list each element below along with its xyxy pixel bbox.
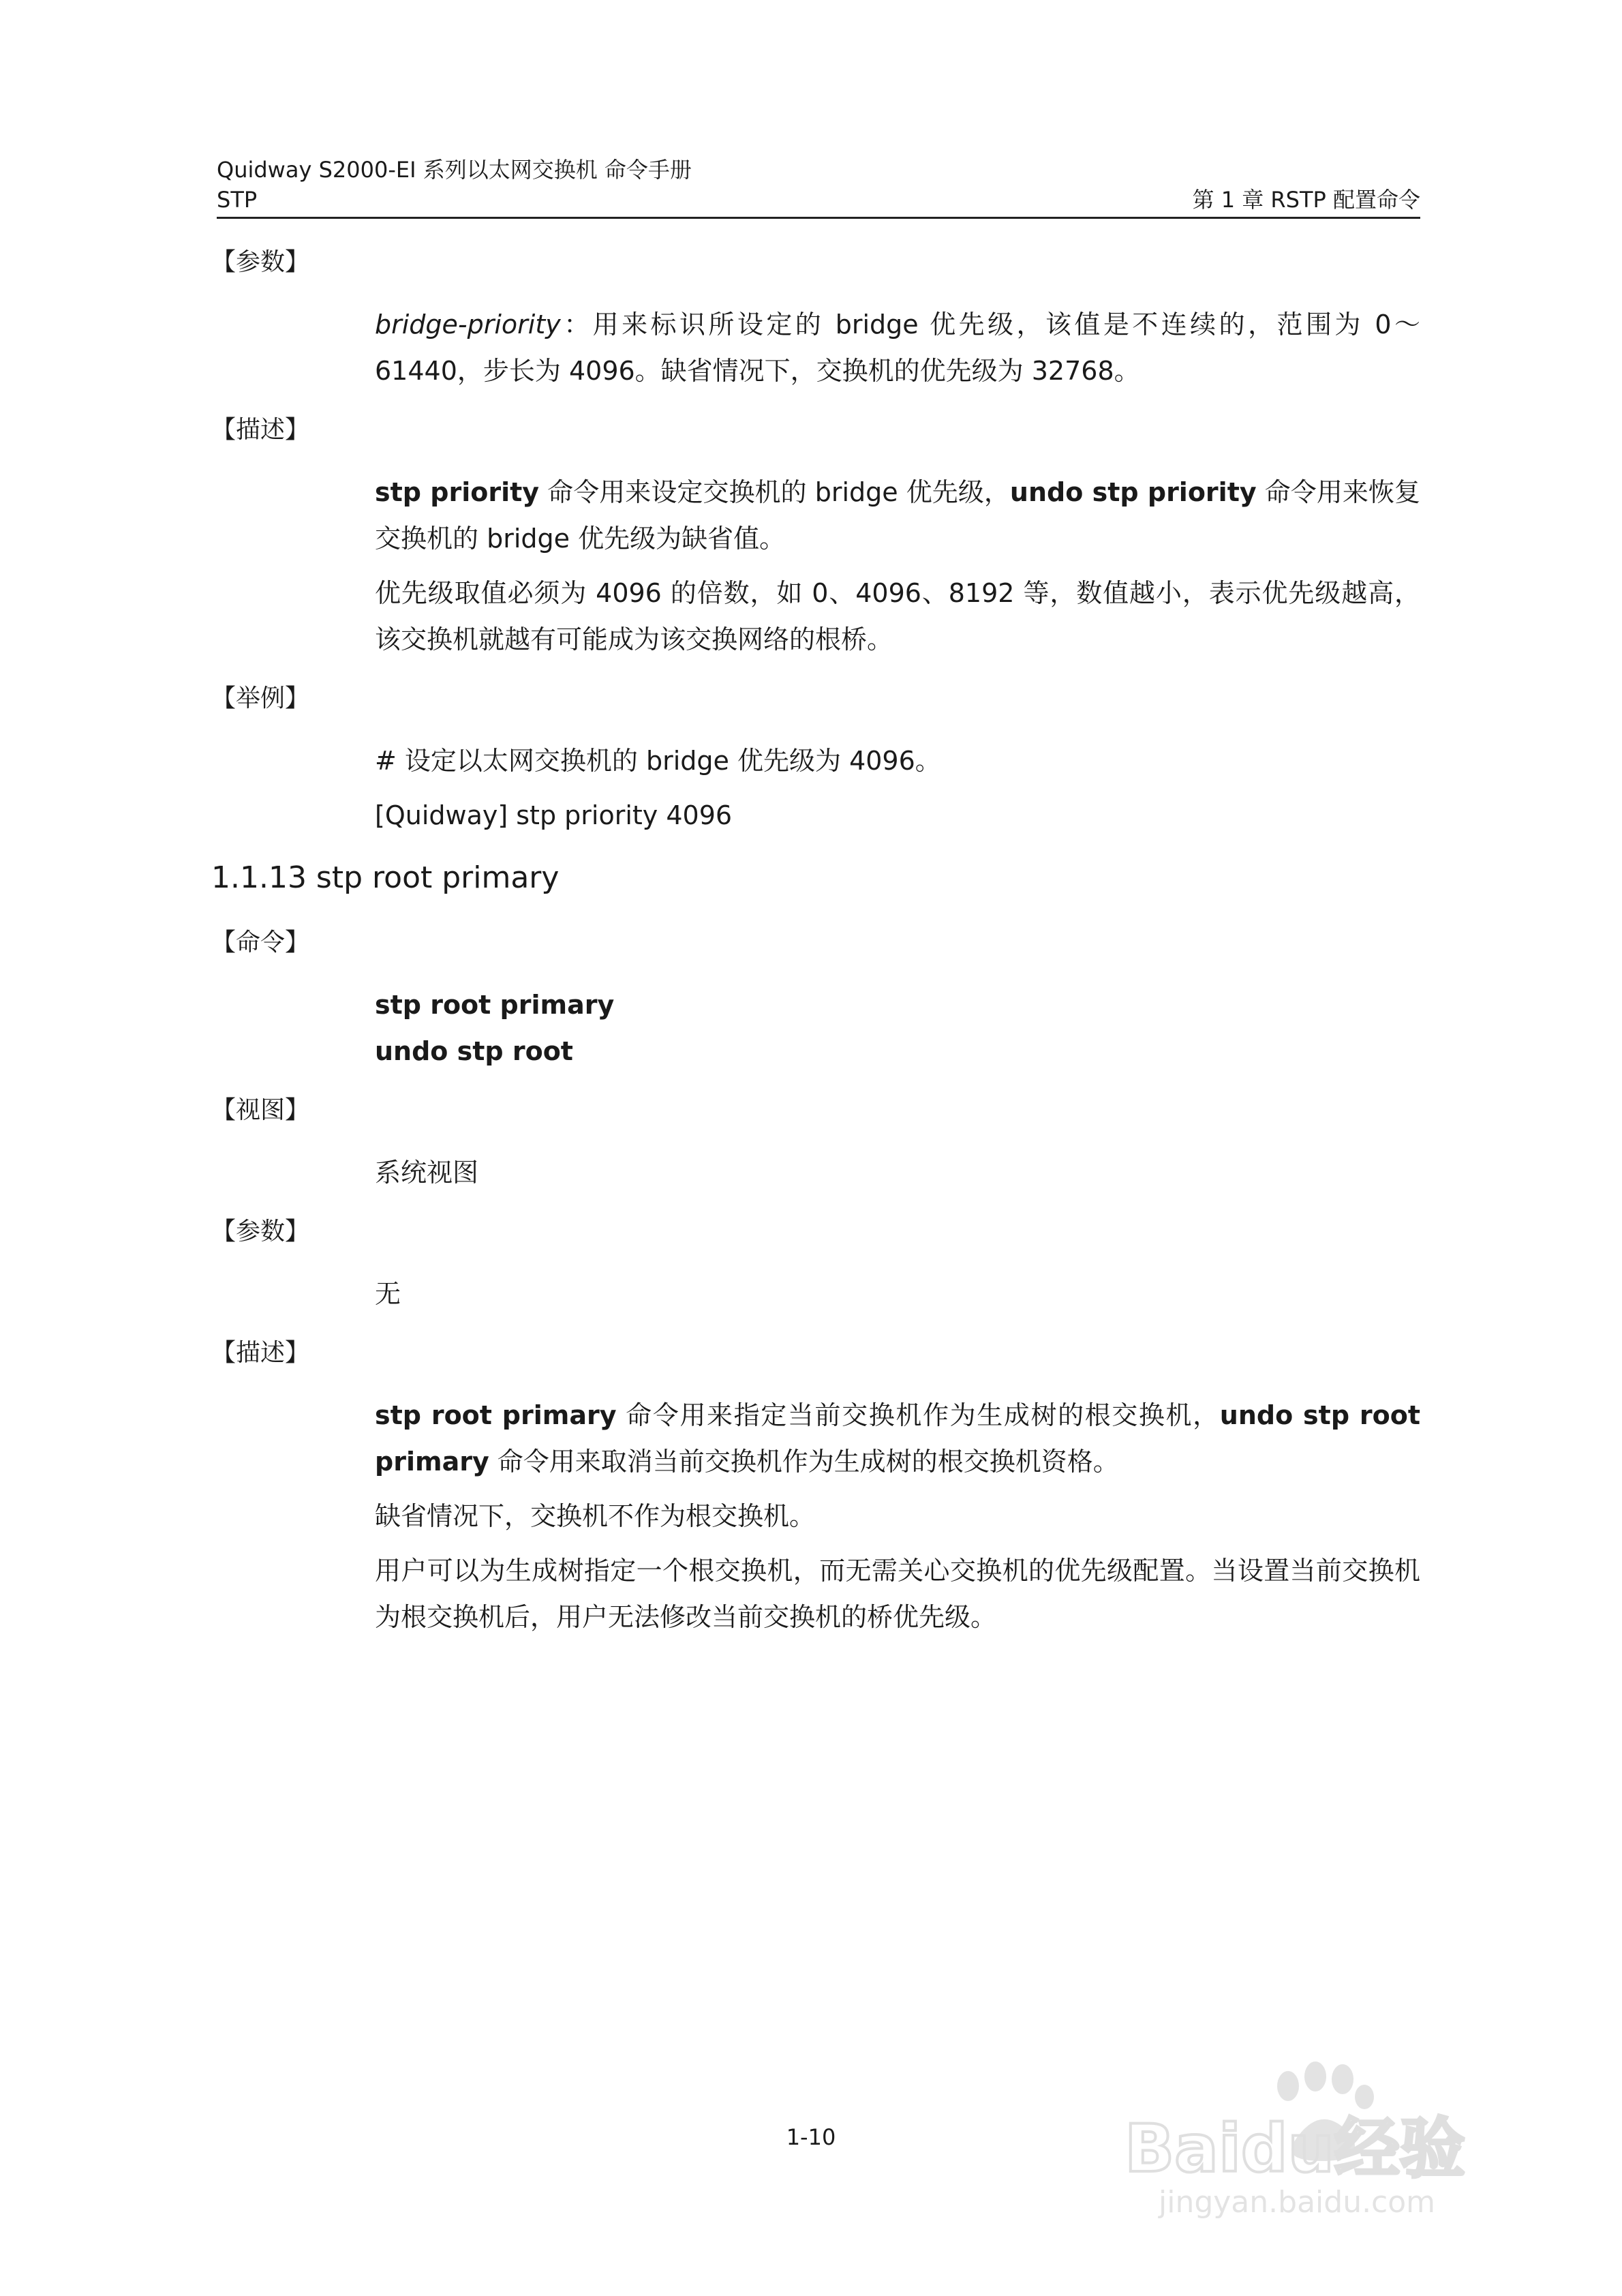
- description-paragraph-2: 优先级取值必须为 4096 的倍数，如 0、4096、8192 等，数值越小，表示优先级越高，该交换机就越有可能成为该交换网络的根桥。: [375, 578, 1420, 654]
- description-2-paragraph-3: 用户可以为生成树指定一个根交换机，而无需关心交换机的优先级配置。当设置当前交换机为根交换机后，用户无法修改当前交换机的桥优先级。: [375, 1556, 1420, 1632]
- command-section: [211, 926, 1420, 1074]
- view-section: [211, 1093, 1420, 1196]
- view-label: 【视图】: [211, 1096, 310, 1124]
- description-label: 【描述】: [211, 416, 310, 444]
- header-title: Quidway S2000-EI 系列以太网交换机 命令手册: [217, 157, 692, 183]
- description-text: 命令用来取消当前交换机作为生成树的根交换机资格。: [489, 1447, 1119, 1477]
- param-description: [375, 301, 1420, 394]
- command-term: stp priority: [375, 477, 540, 507]
- baidu-jingyan-watermark: [1118, 2059, 1540, 2222]
- watermark-brand: Baidu经验: [1124, 2111, 1465, 2187]
- description-text: 命令用来恢复交换机的 bridge 优先级为缺省值。: [375, 477, 1420, 554]
- header-chapter: 第 1 章 RSTP 配置命令: [1192, 187, 1420, 213]
- example-command: [Quidway] stp priority 4096: [375, 800, 733, 830]
- description-text: 命令用来指定当前交换机作为生成树的根交换机，: [616, 1400, 1220, 1430]
- view-text: 系统视图: [375, 1158, 479, 1188]
- params-section-2: [211, 1215, 1420, 1317]
- description-text: 命令用来设定交换机的 bridge 优先级，: [539, 477, 1010, 507]
- params-label-2: 【参数】: [211, 1218, 310, 1245]
- example-comment: # 设定以太网交换机的 bridge 优先级为 4096。: [375, 746, 941, 776]
- description-paragraph-1: [375, 469, 1420, 562]
- watermark-url: jingyan.baidu.com: [1159, 2185, 1436, 2220]
- example-label: 【举例】: [211, 684, 310, 712]
- header-rule: [217, 217, 1420, 219]
- command-label: 【命令】: [211, 928, 310, 956]
- header-section: STP: [217, 187, 258, 213]
- params-section: [211, 245, 1420, 394]
- description-section: [211, 413, 1420, 663]
- command-syntax-1: stp root primary: [375, 990, 615, 1020]
- description-section-2: [211, 1336, 1420, 1640]
- param-name: bridge-priority: [375, 309, 561, 339]
- page-number: 1-10: [786, 2124, 836, 2150]
- page-content: [211, 245, 1420, 1659]
- section-heading: 1.1.13 stp root primary: [211, 860, 560, 895]
- params-label: 【参数】: [211, 248, 310, 276]
- params-text-2: 无: [375, 1279, 401, 1309]
- command-term: undo stp priority: [1009, 477, 1257, 507]
- command-term: undo stp root primary: [375, 1400, 1420, 1477]
- command-term: stp root primary: [375, 1400, 617, 1430]
- description-2-paragraph-2: 缺省情况下，交换机不作为根交换机。: [375, 1501, 816, 1531]
- example-section: [211, 682, 1420, 839]
- description-label-2: 【描述】: [211, 1339, 310, 1367]
- command-syntax-2: undo stp root: [375, 1036, 573, 1066]
- param-text: ：用来标识所设定的 bridge 优先级，该值是不连续的，范围为 0～61440，步长为 4096。缺省情况下，交换机的优先级为 32768。: [375, 309, 1420, 386]
- description-2-paragraph-1: [375, 1392, 1420, 1485]
